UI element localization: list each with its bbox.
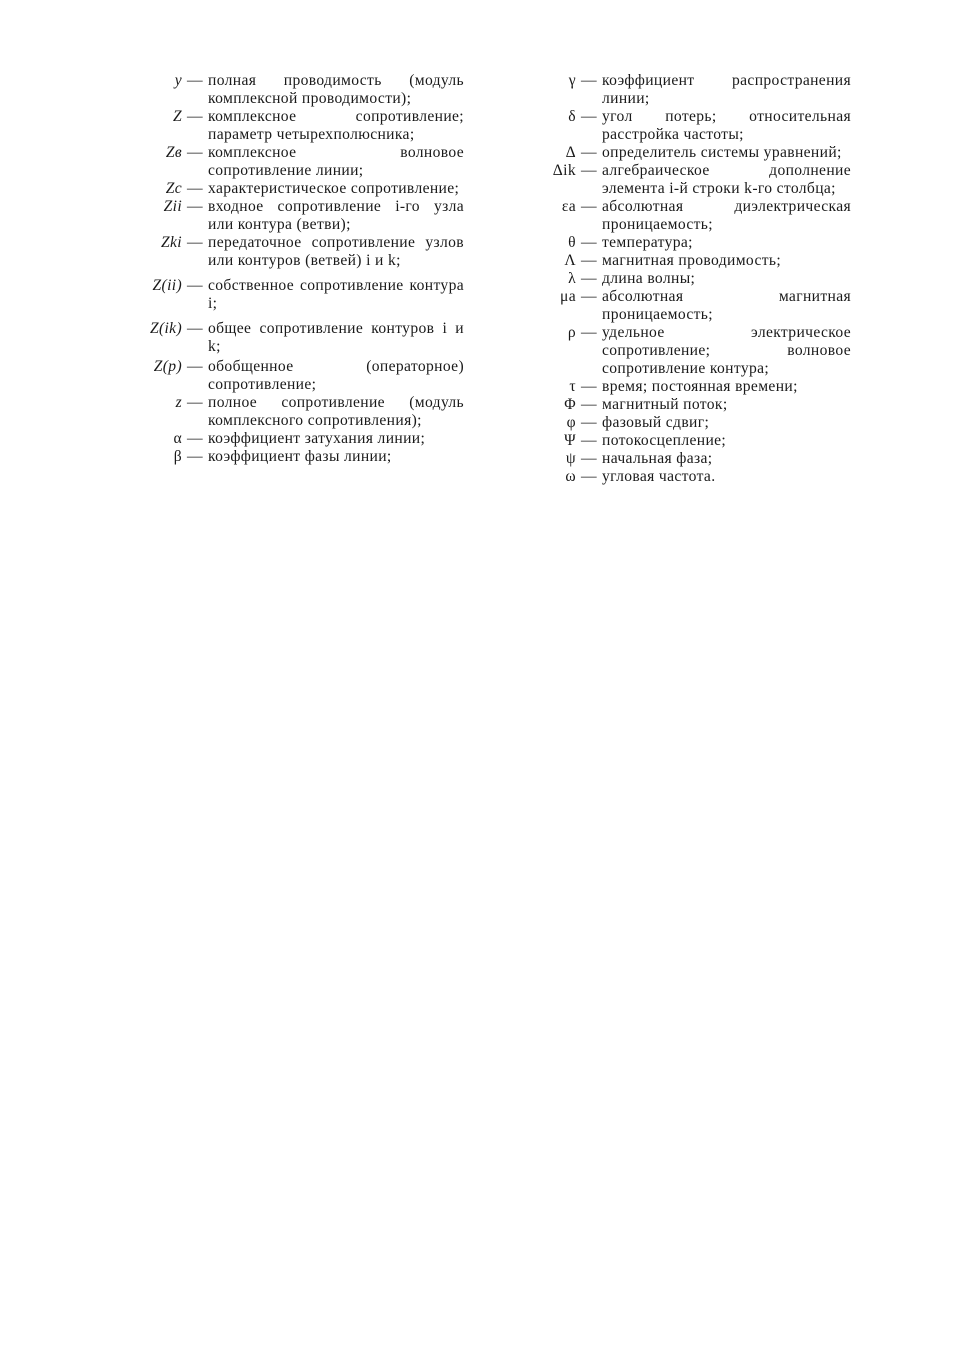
dash: — <box>187 108 203 125</box>
list-item <box>118 72 464 108</box>
dash: — <box>581 234 597 251</box>
definition: алгебраическое дополнение элемента i-й строки k-го столбца; <box>602 162 851 197</box>
dash: — <box>581 378 597 395</box>
definition: угловая частота. <box>602 468 716 485</box>
dash: — <box>581 324 597 341</box>
symbol: λ <box>568 270 576 287</box>
definition: магнитная проводимость; <box>602 252 782 269</box>
definition: входное сопротивление i-го узла или контура (ветви); <box>208 198 464 233</box>
list-item <box>505 450 851 468</box>
symbol: ρ <box>567 324 576 341</box>
list-item <box>118 448 464 466</box>
list-item <box>505 270 851 288</box>
definition: начальная фаза; <box>602 450 713 467</box>
dash: — <box>581 144 597 161</box>
definition: коэффициент затухания линии; <box>208 430 426 447</box>
definition: полное сопротивление (модуль комплексного сопротивления); <box>208 394 464 429</box>
definition: коэффициент фазы линии; <box>208 448 392 465</box>
symbol: Zii <box>163 198 182 215</box>
symbol: Δ <box>565 144 576 161</box>
dash: — <box>187 448 203 465</box>
symbol: Λ <box>564 252 576 269</box>
symbol: β <box>173 448 182 465</box>
symbol: α <box>173 430 182 447</box>
definition: угол потерь; относительная расстройка частоты; <box>602 108 851 143</box>
dash: — <box>581 270 597 287</box>
dash: — <box>581 396 597 413</box>
definition: общее сопротивление контуров i и k; <box>208 320 464 355</box>
definition: обобщенное (операторное) сопротивление; <box>208 358 464 393</box>
dash: — <box>581 72 597 89</box>
dash: — <box>581 468 597 485</box>
list-item <box>505 414 851 432</box>
symbol-list-right <box>505 72 851 486</box>
definition: абсолютная магнитная проницаемость; <box>602 288 851 323</box>
list-item <box>505 378 851 396</box>
dash: — <box>187 234 203 251</box>
symbol: Δik <box>552 162 576 179</box>
list-item <box>505 432 851 450</box>
symbol: Z(ii) <box>152 277 182 294</box>
dash: — <box>187 430 203 447</box>
definition: абсолютная диэлектрическая проницаемость; <box>602 198 851 233</box>
definition: передаточное сопротивление узлов или контуров (ветвей) i и k; <box>208 234 464 269</box>
definition: собственное сопротивление контура i; <box>208 277 464 312</box>
dash: — <box>581 252 597 269</box>
symbol: y <box>174 72 182 89</box>
symbol: δ <box>568 108 576 125</box>
definition: полная проводимость (модуль комплексной проводимости); <box>208 72 464 107</box>
list-item <box>505 288 851 324</box>
list-item <box>505 468 851 486</box>
list-item <box>505 396 851 414</box>
dash: — <box>187 394 203 411</box>
definition: определитель системы уравнений; <box>602 144 842 161</box>
list-item <box>505 144 851 162</box>
definition: длина волны; <box>602 270 696 287</box>
list-item <box>118 430 464 448</box>
symbol: γ <box>568 72 576 89</box>
definition: температура; <box>602 234 693 251</box>
symbol: εa <box>561 198 576 215</box>
symbol: ψ <box>565 450 576 467</box>
list-item <box>505 162 851 198</box>
definition: комплексное сопротивление; параметр четырехполюсника; <box>208 108 464 143</box>
dash: — <box>187 198 203 215</box>
list-item <box>118 144 464 180</box>
list-item <box>118 320 464 356</box>
dash: — <box>187 72 203 89</box>
list-item <box>505 324 851 378</box>
definition: удельное электрическое сопротивление; волновое сопротивление контура; <box>602 324 851 377</box>
dash: — <box>581 414 597 431</box>
definition: потокосцепление; <box>602 432 727 449</box>
symbol: Zki <box>161 234 182 251</box>
dash: — <box>581 450 597 467</box>
definition: характеристическое сопротивление; <box>208 180 460 197</box>
dash: — <box>187 144 203 161</box>
definition: магнитный поток; <box>602 396 728 413</box>
list-item <box>118 234 464 270</box>
definition: время; постоянная времени; <box>602 378 798 395</box>
list-item <box>505 234 851 252</box>
symbol: τ <box>569 378 576 395</box>
dash: — <box>187 358 203 375</box>
dash: — <box>581 108 597 125</box>
list-item <box>118 180 464 198</box>
dash: — <box>581 432 597 449</box>
symbol: Ψ <box>564 432 576 449</box>
list-item <box>118 108 464 144</box>
symbol: Zв <box>165 144 182 161</box>
symbol: θ <box>568 234 576 251</box>
symbol: φ <box>566 414 576 431</box>
symbol: ω <box>565 468 576 485</box>
symbol: Zc <box>165 180 182 197</box>
list-item <box>118 277 464 313</box>
list-item <box>118 198 464 234</box>
definition: фазовый сдвиг; <box>602 414 710 431</box>
symbol-list-left <box>118 72 464 466</box>
dash: — <box>187 277 203 294</box>
symbol: z <box>175 394 182 411</box>
list-item <box>505 252 851 270</box>
dash: — <box>581 198 597 215</box>
dash: — <box>581 288 597 305</box>
symbol: Z(p) <box>153 358 182 375</box>
list-item <box>505 108 851 144</box>
list-item <box>505 198 851 234</box>
symbol: Φ <box>564 396 576 413</box>
dash: — <box>187 320 203 337</box>
symbol: Z(ik) <box>149 320 182 337</box>
list-item <box>505 72 851 108</box>
list-item <box>118 394 464 430</box>
symbol: μa <box>560 288 576 305</box>
list-item <box>118 358 464 394</box>
symbol: Z <box>172 108 182 125</box>
definition: комплексное волновое сопротивление линии; <box>208 144 464 179</box>
definition: коэффициент распространения линии; <box>602 72 851 107</box>
dash: — <box>187 180 203 197</box>
dash: — <box>581 162 597 179</box>
